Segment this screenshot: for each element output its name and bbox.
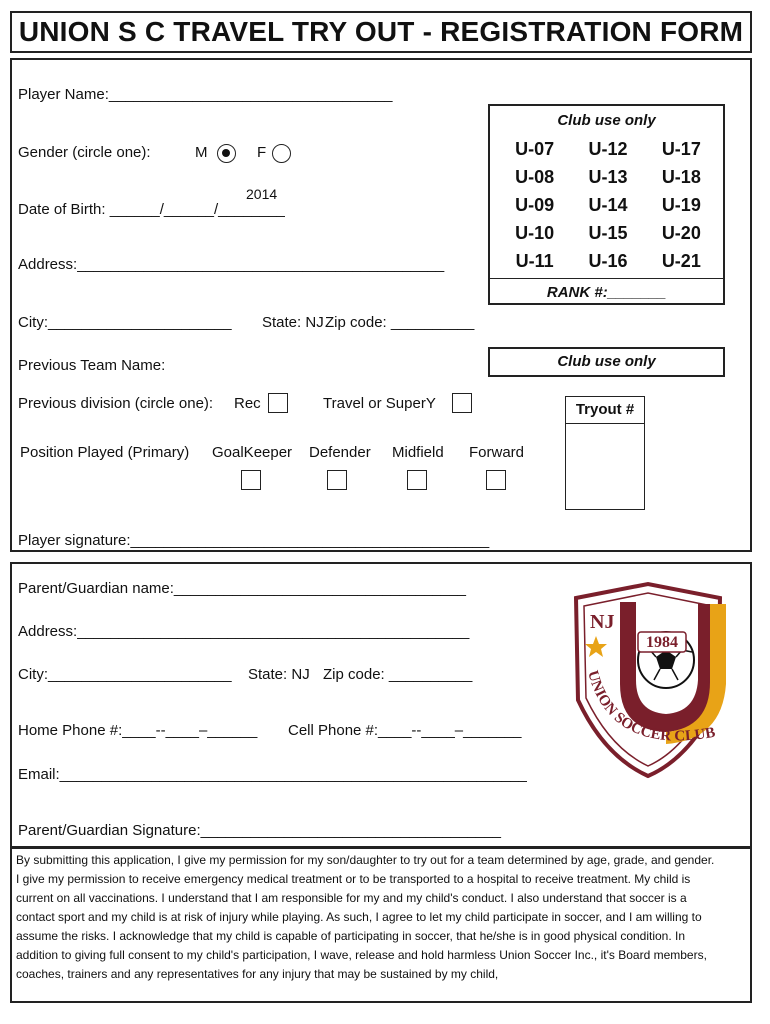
club-use-age-box: [488, 104, 725, 305]
union-soccer-club-logo: [570, 580, 735, 780]
age-group-u-17[interactable]: U-17: [661, 139, 701, 159]
age-group-u-13[interactable]: U-13: [588, 167, 628, 187]
age-group-u-15[interactable]: U-15: [588, 223, 628, 243]
tryout-divider: [566, 423, 644, 424]
consent-section: [10, 848, 752, 1003]
previous-team-field[interactable]: Previous Team Name:: [18, 357, 166, 374]
age-group-u-12[interactable]: U-12: [588, 139, 628, 159]
gender-label: Gender (circle one):: [18, 144, 151, 161]
age-group-u-16[interactable]: U-16: [588, 251, 628, 271]
position-label: Position Played (Primary): [20, 444, 190, 461]
player-signature-field[interactable]: Player signature:___________________________________________: [18, 532, 490, 549]
age-group-grid: [498, 138, 718, 273]
gender-m-radio[interactable]: [217, 144, 236, 163]
division-rec-label: Rec: [234, 395, 261, 412]
guardian-address-field[interactable]: Address:_______________________________________________: [18, 623, 470, 640]
logo-club-text: UNION SOCCER CLUB: [584, 668, 717, 745]
position-goalkeeper-label: GoalKeeper: [212, 444, 293, 461]
tryout-label: Tryout #: [575, 401, 635, 418]
division-travel-checkbox[interactable]: [452, 393, 472, 413]
age-group-u-10[interactable]: U-10: [515, 223, 555, 243]
position-defender-checkbox[interactable]: [327, 470, 347, 490]
gender-f-label: F: [257, 144, 267, 161]
email-field[interactable]: Email:________________________________________________________: [18, 766, 527, 783]
position-goalkeeper-checkbox[interactable]: [241, 470, 261, 490]
rank-field[interactable]: RANK #:_______: [546, 284, 667, 301]
logo-state-text: NJ: [590, 611, 615, 633]
age-group-u-11[interactable]: U-11: [515, 251, 554, 271]
club-use-header: Club use only: [557, 112, 656, 129]
home-phone-field[interactable]: Home Phone #:____--____–______: [18, 722, 258, 739]
logo-year-text: 1984: [646, 634, 678, 651]
consent-text: By submitting this application, I give my permission for my son/daughter to try out for a team determined by age, grade, and gender. I give my permission to receive emergency medical treatment or to be transported to a hospital to receive treatment. My child is current on all vaccinations. I understand that I am responsible for my and my child's conduct. I also understand that soccer is a contact sport and my child is at risk of injury while playing. As such, I agree to let my child participate in soccer, and I am willing to assume the risks. I acknowledge that my child is capable of participating in soccer, that he/she is in good physical condition. In addition to giving full consent to my child's participation, I wave, release and hold harmless Union Soccer Inc., it's Board members, coaches, trainers and any representatives for any injury that may be sustained by my child,: [16, 853, 715, 981]
club-use-header-box: Club use only: [488, 347, 725, 377]
player-zip-field[interactable]: Zip code: __________: [325, 314, 475, 331]
position-defender-label: Defender: [309, 444, 371, 461]
guardian-state-field: State: NJ: [248, 666, 310, 683]
position-midfield-checkbox[interactable]: [407, 470, 427, 490]
age-group-u-20[interactable]: U-20: [661, 223, 701, 243]
position-forward-checkbox[interactable]: [486, 470, 506, 490]
player-state-field: State: NJ: [262, 314, 324, 331]
club-use-divider: [490, 278, 723, 279]
age-group-u-09[interactable]: U-09: [515, 195, 555, 215]
division-rec-checkbox[interactable]: [268, 393, 288, 413]
previous-division-label: Previous division (circle one):: [18, 395, 214, 412]
age-group-u-08[interactable]: U-08: [515, 167, 555, 187]
tryout-number-box[interactable]: [565, 396, 645, 510]
guardian-city-field[interactable]: City:______________________: [18, 666, 232, 683]
age-group-u-18[interactable]: U-18: [661, 167, 701, 187]
age-group-u-14[interactable]: U-14: [588, 195, 628, 215]
position-forward-label: Forward: [469, 444, 525, 461]
guardian-signature-field[interactable]: Parent/Guardian Signature:____________________________________: [18, 822, 501, 839]
guardian-name-field[interactable]: Parent/Guardian name:___________________________________: [18, 580, 466, 597]
gender-m-label: M: [195, 144, 208, 161]
player-address-field[interactable]: Address:____________________________________________: [18, 256, 445, 273]
division-travel-label: Travel or SuperY: [323, 395, 436, 412]
guardian-zip-field[interactable]: Zip code: __________: [323, 666, 473, 683]
age-group-u-19[interactable]: U-19: [661, 195, 701, 215]
player-city-field[interactable]: City:______________________: [18, 314, 232, 331]
position-midfield-label: Midfield: [392, 444, 444, 461]
form-title: UNION S C TRAVEL TRY OUT - REGISTRATION FORM: [10, 11, 752, 53]
player-name-field[interactable]: Player Name:__________________________________: [18, 86, 393, 103]
dob-field[interactable]: Date of Birth: ______/______/________: [18, 201, 285, 218]
dob-year-value: 2014: [246, 186, 278, 202]
guardian-section: [10, 562, 752, 848]
age-group-u-21[interactable]: U-21: [661, 251, 701, 271]
cell-phone-field[interactable]: Cell Phone #:____--____–_______: [288, 722, 522, 739]
age-group-u-07[interactable]: U-07: [515, 139, 555, 159]
gender-f-radio[interactable]: [272, 144, 291, 163]
